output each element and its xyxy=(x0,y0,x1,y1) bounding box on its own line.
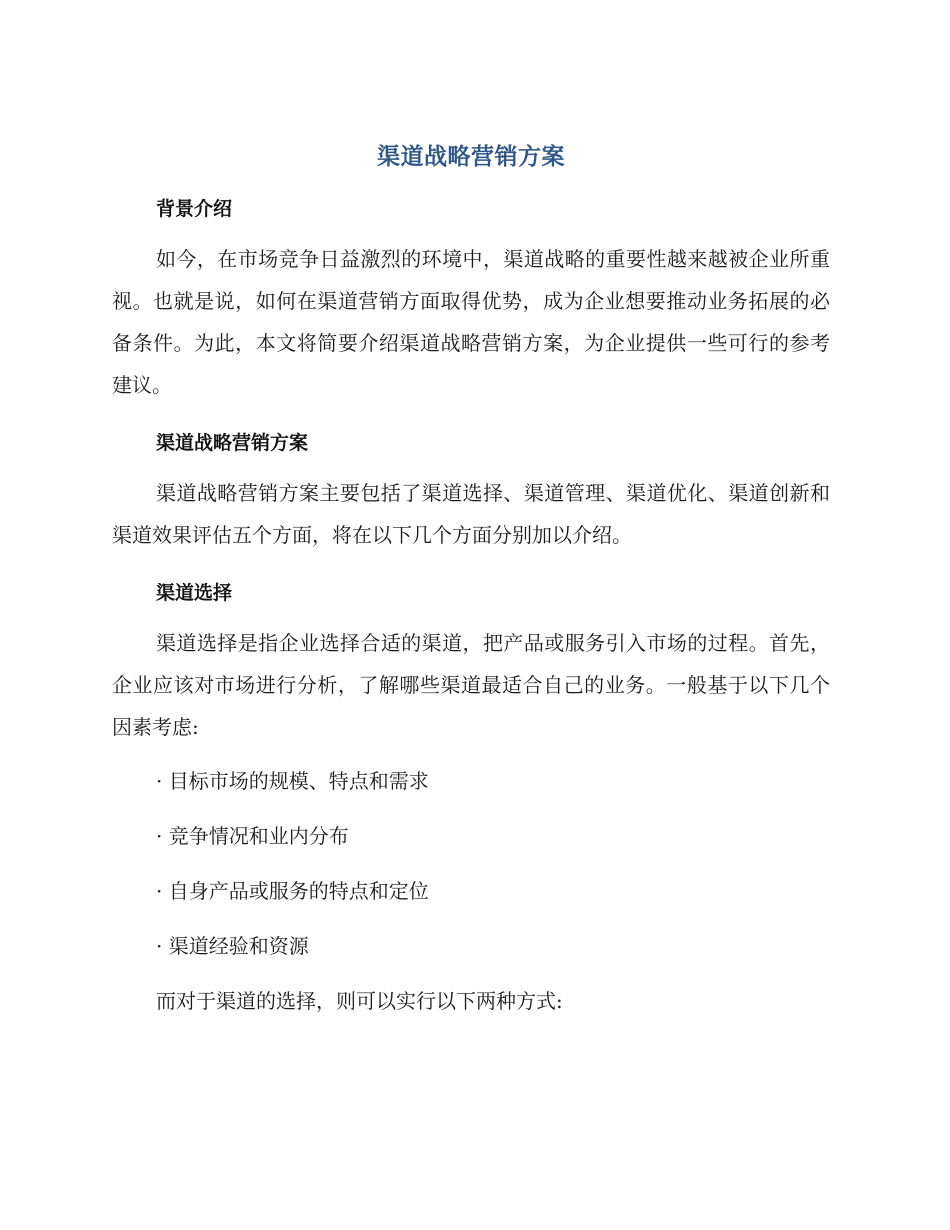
factor-list xyxy=(112,766,830,961)
closing-paragraph: 而对于渠道的选择，则可以实行以下两种方式: xyxy=(156,989,563,1013)
paragraph-strategy: 渠道战略营销方案主要包括了渠道选择、渠道管理、渠道优化、渠道创新和渠道效果评估五个方面，将在以下几个方面分别加以介绍。 xyxy=(112,481,830,547)
paragraph-background: 如今，在市场竞争日益激烈的环境中，渠道战略的重要性越来越被企业所重视。也就是说，如何在渠道营销方面取得优势，成为企业想要推动业务拓展的必备条件。为此，本文将简要介绍渠道战略营销方案，为企业提供一些可行的参考建议。 xyxy=(112,247,830,397)
document-page xyxy=(112,140,830,1016)
list-item: · 渠道经验和资源 xyxy=(156,934,309,958)
list-item: · 目标市场的规模、特点和需求 xyxy=(156,769,429,793)
document-title: 渠道战略营销方案 xyxy=(377,144,565,170)
list-item: · 自身产品或服务的特点和定位 xyxy=(156,879,429,903)
list-item: · 竞争情况和业内分布 xyxy=(156,824,349,848)
section-heading-background: 背景介绍 xyxy=(156,198,233,220)
paragraph-channel-selection: 渠道选择是指企业选择合适的渠道，把产品或服务引入市场的过程。首先，企业应该对市场进行分析，了解哪些渠道最适合自己的业务。一般基于以下几个因素考虑: xyxy=(112,631,830,739)
section-heading-channel-selection: 渠道选择 xyxy=(156,582,233,604)
section-heading-strategy: 渠道战略营销方案 xyxy=(156,432,309,454)
